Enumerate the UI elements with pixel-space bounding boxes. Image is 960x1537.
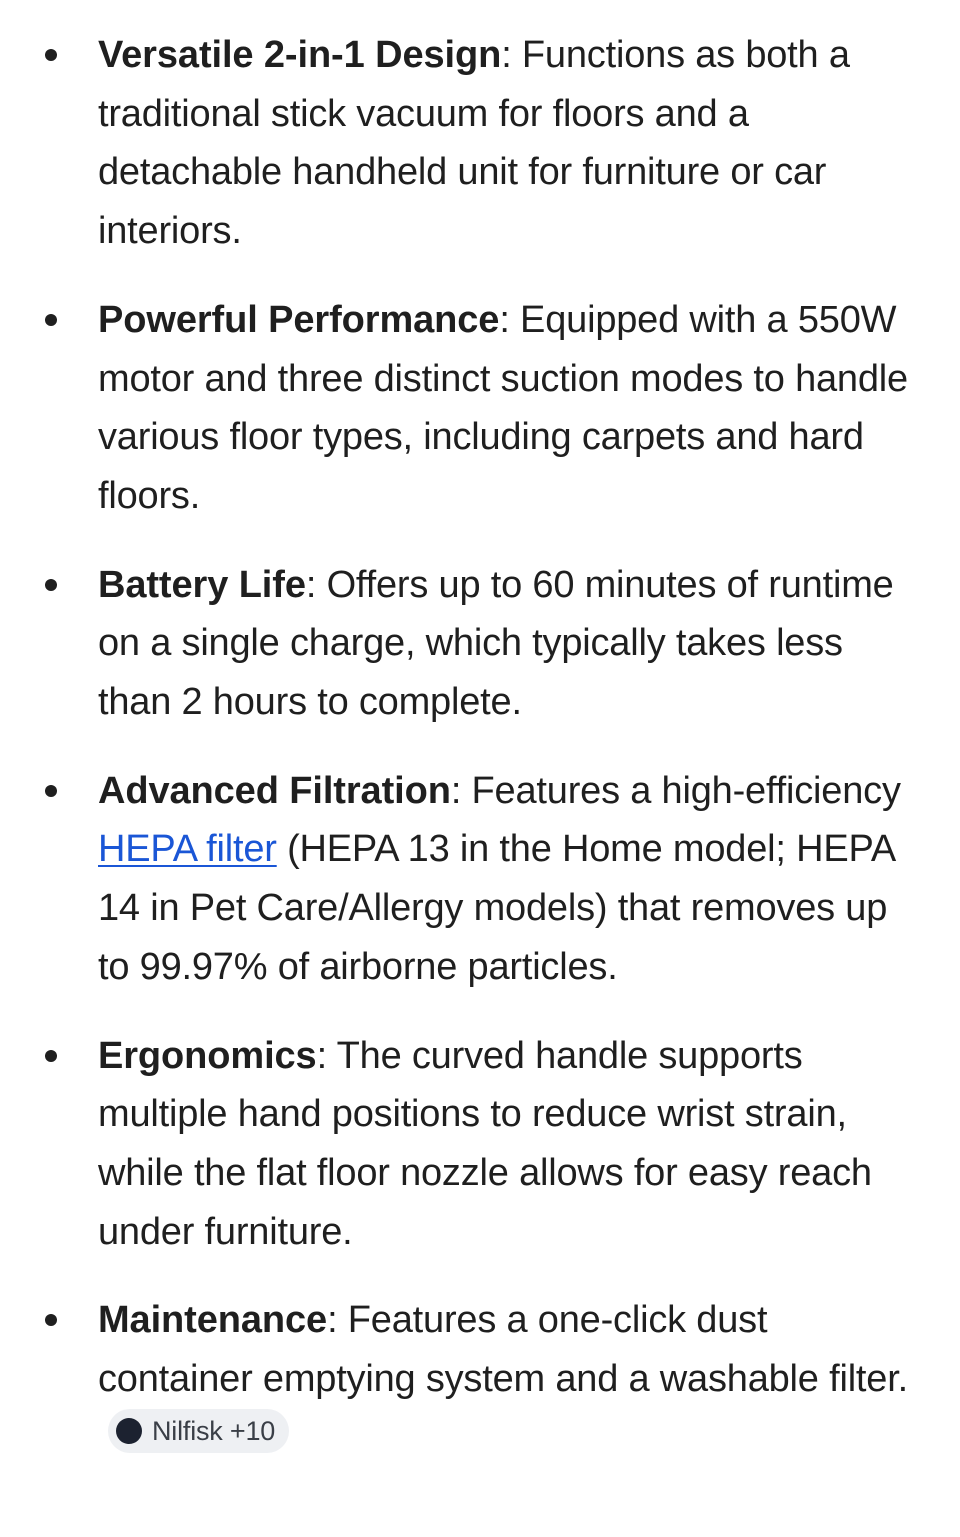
feature-description: : Equipped with a 550W motor and three distinct suction modes to handle various floor types, including carpets and hard floors. [98, 298, 908, 517]
list-item-design [0, 26, 920, 261]
feature-description-start: : Features a high-efficiency [450, 769, 901, 812]
list-item-performance [0, 291, 920, 526]
feature-term: Battery Life [98, 563, 306, 606]
bullet-icon [45, 785, 57, 797]
feature-description: : Features a one-click dust container emptying system and a washable filter. [98, 1299, 908, 1401]
feature-description: : Functions as both a traditional stick vacuum for floors and a detachable handheld unit for furniture or car interiors. [98, 34, 850, 253]
list-item-ergonomics [0, 1027, 920, 1262]
hepa-filter-link[interactable]: HEPA filter [98, 828, 277, 871]
feature-term: Maintenance [98, 1299, 328, 1342]
bullet-icon [45, 1050, 57, 1062]
bullet-icon [45, 1314, 57, 1326]
bullet-icon [45, 314, 57, 326]
feature-description: : The curved handle supports multiple hand positions to reduce wrist strain, while the flat floor nozzle allows for easy reach under furniture. [98, 1034, 872, 1253]
source-chip[interactable] [108, 1409, 289, 1453]
feature-description-end: (HEPA 13 in the Home model; HEPA 14 in Pet Care/Allergy models) that removes up to 99.97% of airborne particles. [98, 828, 894, 988]
feature-term: Versatile 2-in-1 Design [98, 34, 502, 76]
bullet-icon [45, 579, 57, 591]
source-chip-label: Nilfisk +10 [152, 1415, 276, 1446]
feature-description: : Offers up to 60 minutes of runtime on a single charge, which typically takes less than 2 hours to complete. [98, 563, 894, 724]
source-logo-icon [116, 1418, 142, 1444]
feature-term: Advanced Filtration [98, 769, 451, 812]
list-item-battery [0, 556, 920, 732]
feature-term: Ergonomics [98, 1034, 317, 1077]
feature-term: Powerful Performance [98, 298, 500, 341]
list-item-filtration [0, 762, 920, 997]
list-item-maintenance [0, 1291, 920, 1467]
bullet-icon [45, 49, 57, 61]
